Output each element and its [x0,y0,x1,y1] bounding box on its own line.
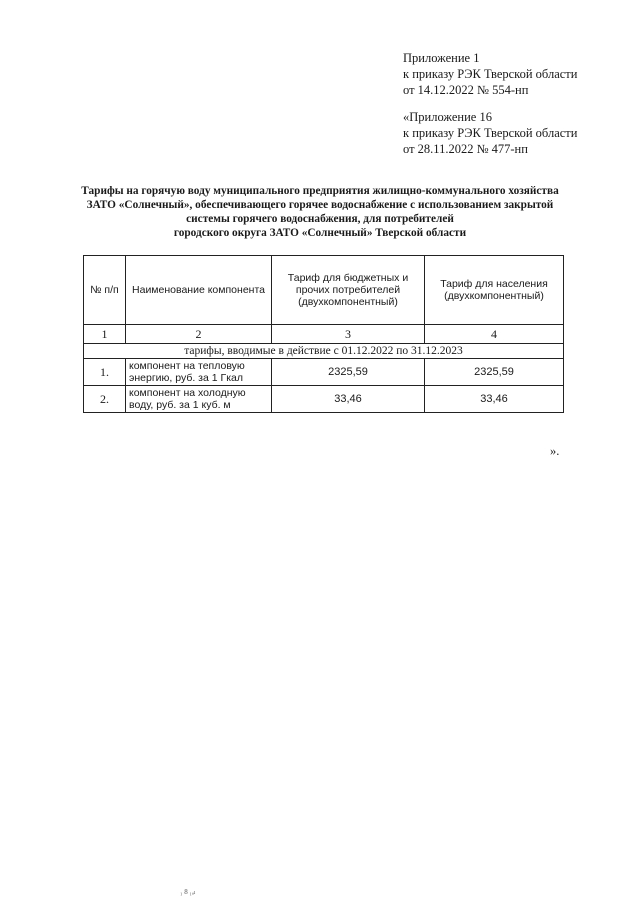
title-line-2: ЗАТО «Солнечный», обеспечивающего горячее водоснабжение с использованием закрытой [86,199,554,211]
appendix-16-title: «Приложение 16 [403,110,492,124]
row-population-tariff: 2325,59 [425,359,564,386]
appendix-1-title: Приложение 1 [403,51,480,65]
column-number: 4 [425,325,564,344]
appendix-16-date: от 28.11.2022 № 477-нп [403,142,528,156]
header-component: Наименование компонента [126,256,272,325]
row-number: 2. [84,386,126,413]
table-row [84,359,564,386]
table-row [84,386,564,413]
period-row [84,344,564,359]
closing-quote: ». [550,444,560,458]
row-population-tariff: 33,46 [425,386,564,413]
column-number-row [84,325,564,344]
row-budget-tariff: 2325,59 [272,359,425,386]
tariff-table [83,255,564,413]
appendix-1-date: от 14.12.2022 № 554-нп [403,83,529,97]
column-number: 3 [272,325,425,344]
header-budget-tariff: Тариф для бюджетных и прочих потребителей (двухкомпонентный) [272,256,425,325]
appendix-16-header [403,109,577,157]
title-line-4: городского округа ЗАТО «Солнечный» Тверской области [173,227,467,239]
title-line-1: Тарифы на горячую воду муниципального предприятия жилищно-коммунального хозяйства [81,185,559,197]
appendix-1-header [403,50,577,98]
document-title [50,184,590,240]
appendix-16-order: к приказу РЭК Тверской области [403,126,578,140]
row-component: компонент на тепловую энергию, руб. за 1 Гкал [126,359,272,386]
row-component: компонент на холодную воду, руб. за 1 куб. м [126,386,272,413]
column-number: 2 [126,325,272,344]
title-line-3: системы горячего водоснабжения, для потребителей [186,213,454,225]
header-number: № п/п [84,256,126,325]
row-budget-tariff: 33,46 [272,386,425,413]
column-number: 1 [84,325,126,344]
tariff-period: тарифы, вводимые в действие с 01.12.2022 по 31.12.2023 [84,344,564,359]
appendix-1-order: к приказу РЭК Тверской области [403,67,578,81]
table-header-row [84,256,564,325]
header-population-tariff: Тариф для населения (двухкомпонентный) [425,256,564,325]
row-number: 1. [84,359,126,386]
footer-mark: ₁ 8 ₁ₐₗ [180,888,196,896]
